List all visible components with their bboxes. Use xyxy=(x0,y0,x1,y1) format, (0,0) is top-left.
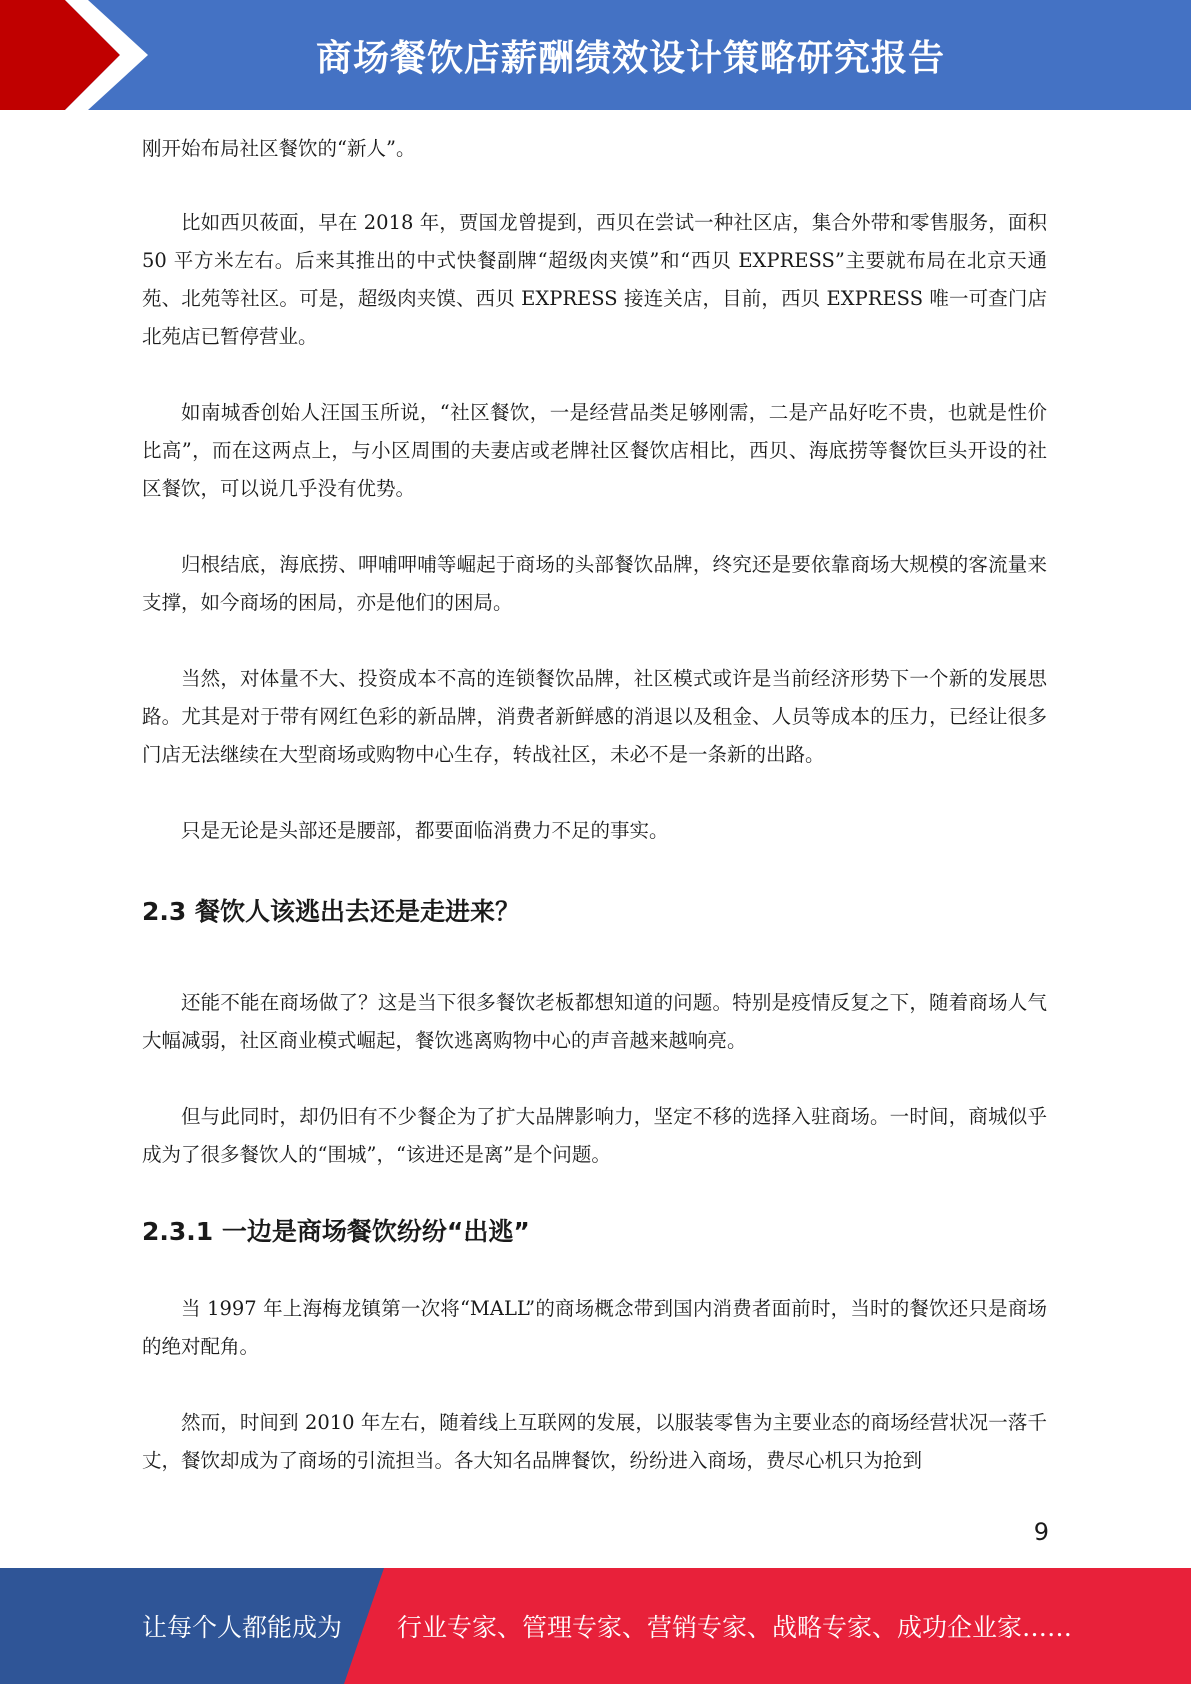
page-content xyxy=(142,130,1047,1518)
paragraph: 刚开始布局社区餐饮的“新人”。 xyxy=(142,137,416,160)
page-header xyxy=(0,0,1191,110)
paragraph: 但与此同时，却仍旧有不少餐企为了扩大品牌影响力，坚定不移的选择入驻商场。一时间，商城似乎成为了很多餐饮人的“围城”，“该进还是离”是个问题。 xyxy=(142,1105,1047,1166)
paragraph: 然而，时间到 2010 年左右，随着线上互联网的发展，以服装零售为主要业态的商场经营状况一落千丈，餐饮却成为了商场的引流担当。各大知名品牌餐饮，纷纷进入商场，费尽心机只为抢到 xyxy=(142,1411,1047,1472)
footer-slogan-right: 行业专家、管理专家、营销专家、战略专家、成功企业家…… xyxy=(397,1613,1073,1642)
section-heading-2-3-1: 2.3.1 一边是商场餐饮纷纷“出逃” xyxy=(142,1217,530,1246)
document-title: 商场餐饮店薪酬绩效设计策略研究报告 xyxy=(315,37,945,79)
footer-slogan-left: 让每个人都能成为 xyxy=(142,1613,343,1642)
paragraph: 还能不能在商场做了？这是当下很多餐饮老板都想知道的问题。特别是疫情反复之下，随着商场人气大幅减弱，社区商业模式崛起，餐饮逃离购物中心的声音越来越响亮。 xyxy=(142,991,1047,1052)
header-chevron-decoration xyxy=(0,0,160,110)
paragraph: 如南城香创始人汪国玉所说，“社区餐饮，一是经营品类足够刚需，二是产品好吃不贵，也就是性价比高”，而在这两点上，与小区周围的夫妻店或老牌社区餐饮店相比，西贝、海底捞等餐饮巨头开设的社区餐饮，可以说几乎没有优势。 xyxy=(142,401,1047,500)
paragraph: 当 1997 年上海梅龙镇第一次将“MALL”的商场概念带到国内消费者面前时，当时的餐饮还只是商场的绝对配角。 xyxy=(142,1297,1047,1358)
paragraph: 比如西贝莜面，早在 2018 年，贾国龙曾提到，西贝在尝试一种社区店，集合外带和零售服务，面积 50 平方米左右。后来其推出的中式快餐副牌“超级肉夹馍”和“西贝 EXPRESS”主要就布局在北京天通苑、北苑等社区。可是，超级肉夹馍、西贝 EXPRESS 接连关店，目前，西贝 EXPRESS 唯一可查门店北苑店已暂停营业。 xyxy=(142,211,1047,348)
section-heading-2-3: 2.3 餐饮人该逃出去还是走进来？ xyxy=(142,897,520,926)
page-footer xyxy=(0,1568,1191,1684)
page-number: 9 xyxy=(1033,1518,1049,1546)
paragraph: 只是无论是头部还是腰部，都要面临消费力不足的事实。 xyxy=(181,819,669,842)
paragraph: 当然，对体量不大、投资成本不高的连锁餐饮品牌，社区模式或许是当前经济形势下一个新的发展思路。尤其是对于带有网红色彩的新品牌，消费者新鲜感的消退以及租金、人员等成本的压力，已经让很多门店无法继续在大型商场或购物中心生存，转战社区，未必不是一条新的出路。 xyxy=(142,667,1047,766)
paragraph: 归根结底，海底捞、呷哺呷哺等崛起于商场的头部餐饮品牌，终究还是要依靠商场大规模的客流量来支撑，如今商场的困局，亦是他们的困局。 xyxy=(142,553,1047,614)
